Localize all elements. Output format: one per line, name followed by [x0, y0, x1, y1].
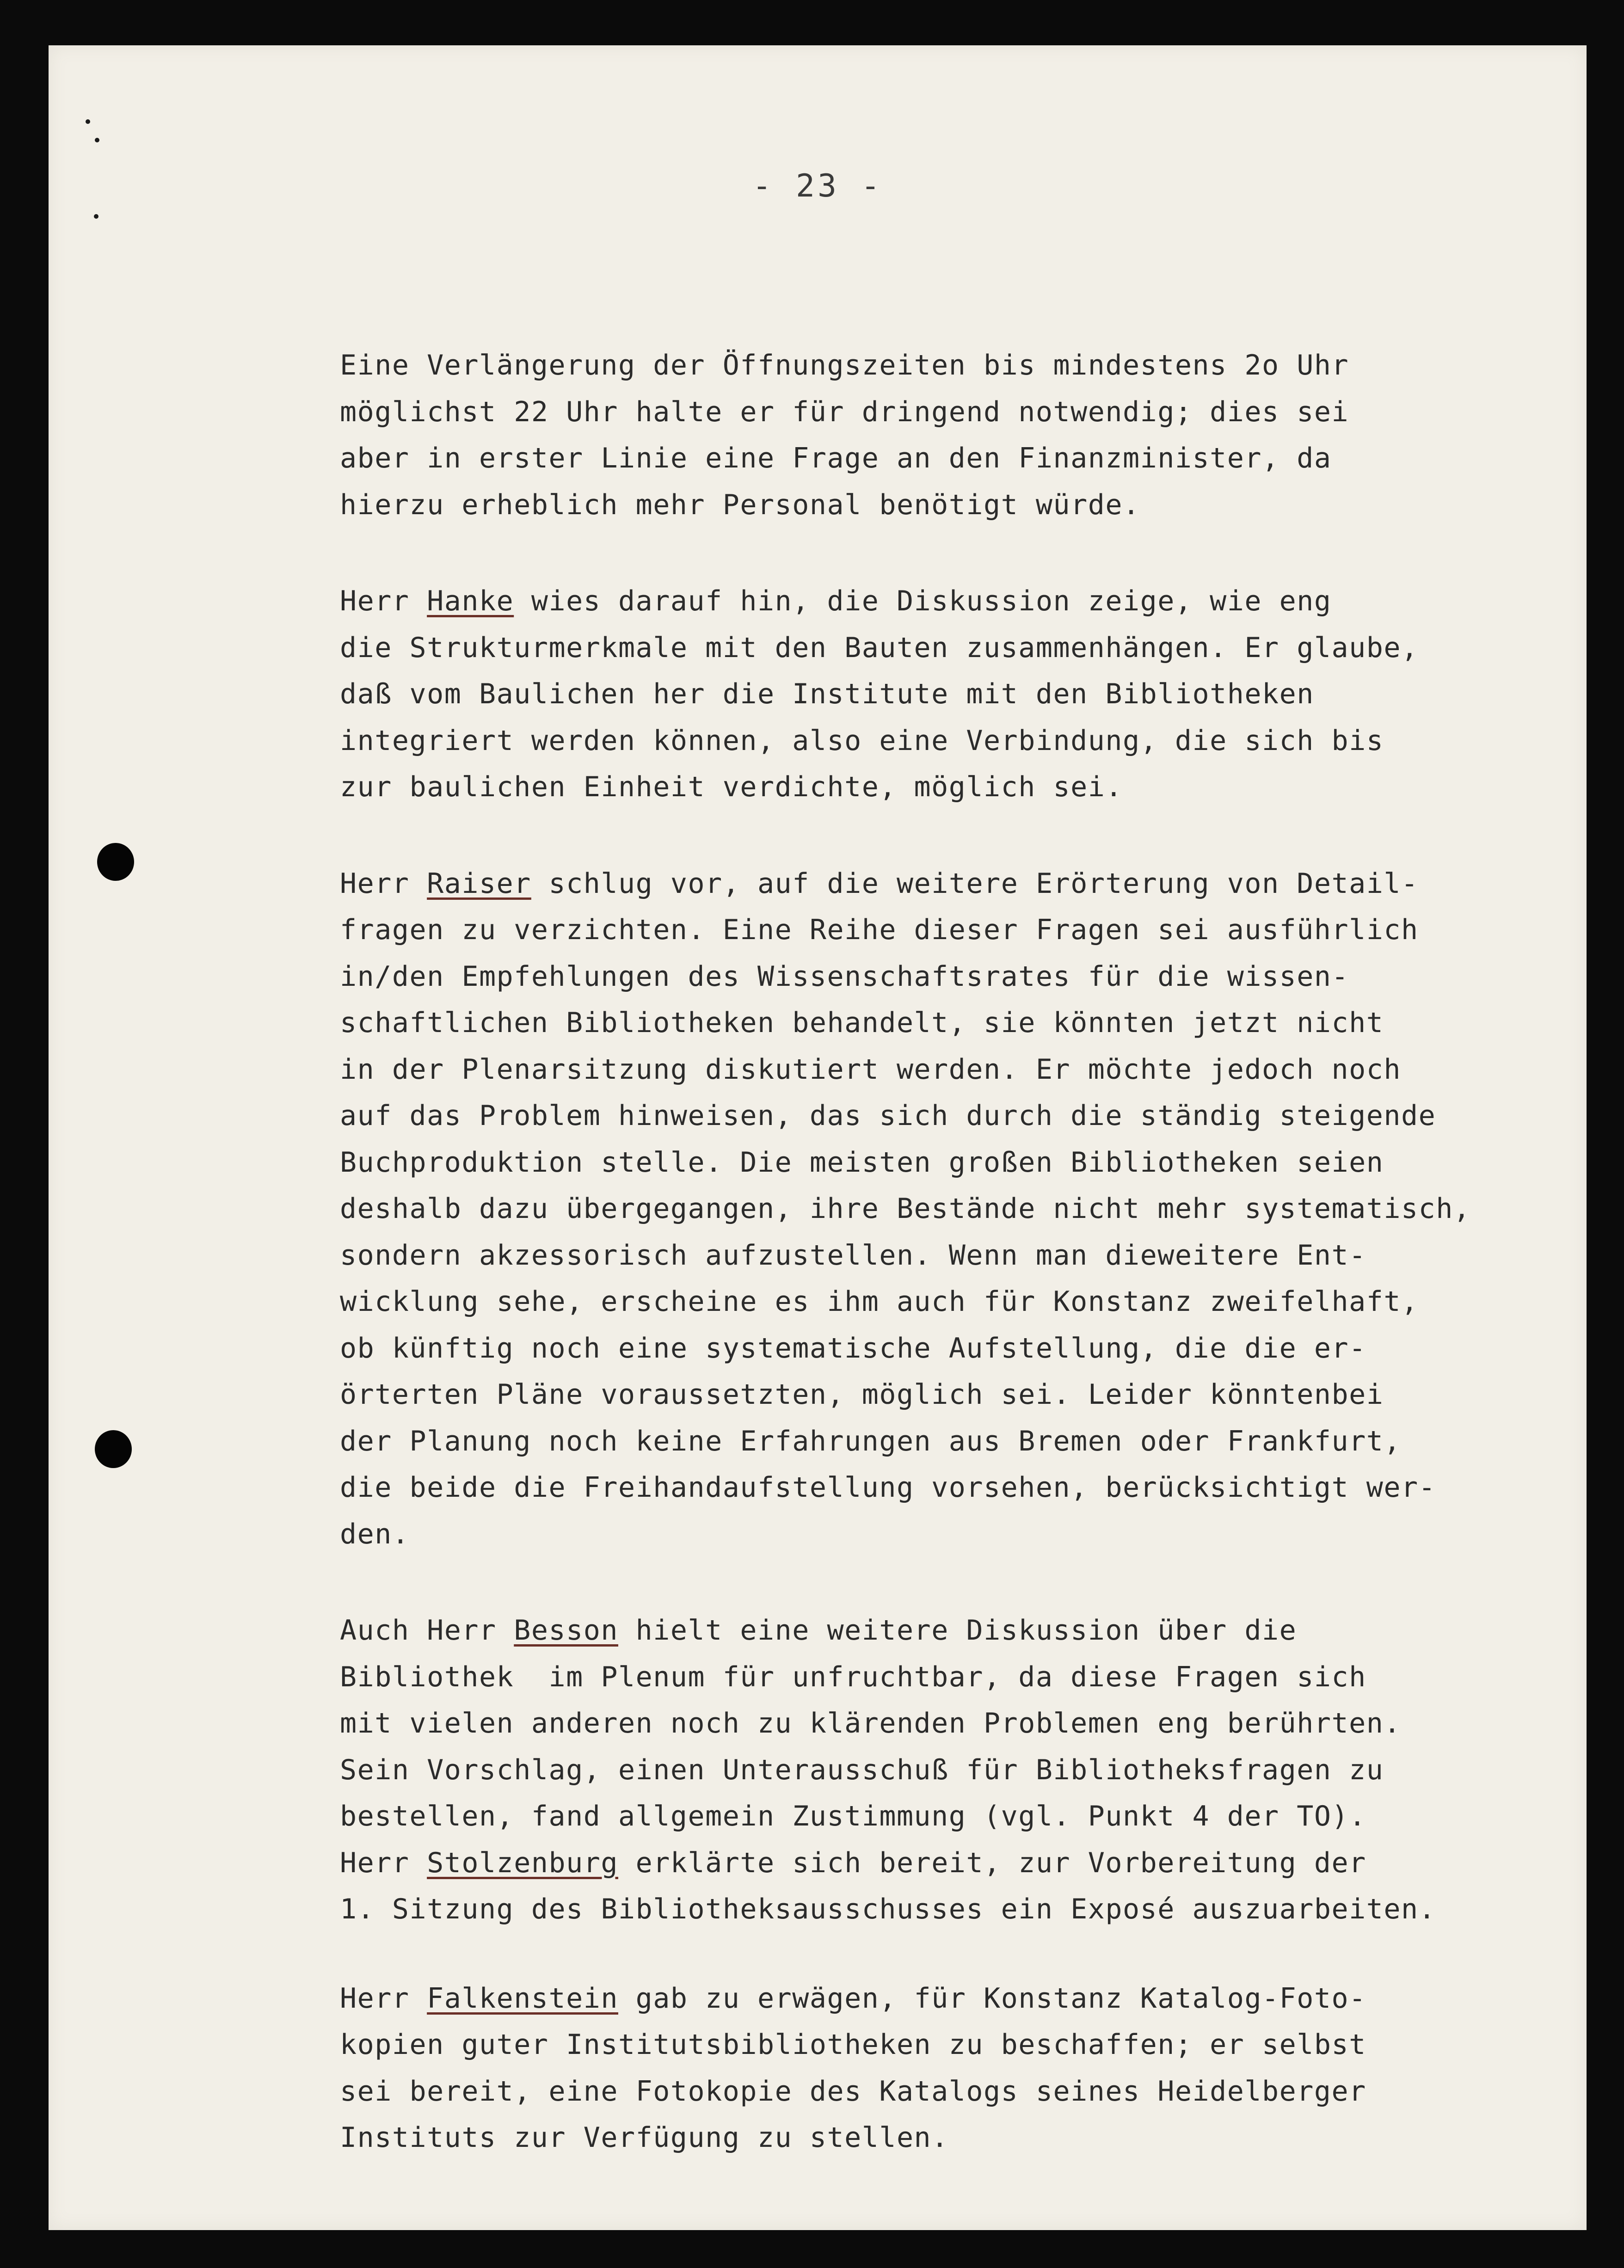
text-line: Sein Vorschlag, einen Unterausschuß für Bibliotheksfragen zu — [340, 1753, 1384, 1786]
line-rest: gab zu erwägen, für Konstanz Katalog-Foto- — [618, 1982, 1366, 2015]
text-line: Buchproduktion stelle. Die meisten großen Bibliotheken seien — [340, 1146, 1384, 1179]
text-line: Eine Verlängerung der Öffnungszeiten bis mindestens 2o Uhr — [340, 349, 1349, 381]
line-rest: erklärte sich bereit, zur Vorbereitung der — [618, 1846, 1366, 1879]
text-line: integriert werden können, also eine Verbindung, die sich bis — [340, 724, 1384, 757]
line-lead: Herr — [340, 585, 427, 617]
text-line: in der Plenarsitzung diskutiert werden. Er möchte jedoch noch — [340, 1053, 1402, 1086]
line-rest: hielt eine weitere Diskussion über die — [618, 1614, 1297, 1647]
punch-hole-top — [97, 843, 134, 881]
text-line: aber in erster Linie eine Frage an den Finanzminister, da — [340, 442, 1332, 474]
text-line: deshalb dazu übergegangen, ihre Bestände nicht mehr systematisch, — [340, 1192, 1471, 1225]
text-line: der Planung noch keine Erfahrungen aus Bremen oder Frankfurt, — [340, 1425, 1402, 1457]
line-lead: Auch Herr — [340, 1614, 514, 1647]
text-line: sei bereit, eine Fotokopie des Katalogs seines Heidelberger — [340, 2075, 1366, 2108]
speck-mark — [86, 119, 90, 124]
speaker-name: Stolzenburg — [427, 1846, 618, 1879]
paragraph-raiser — [340, 860, 1579, 1558]
text-line — [340, 860, 1579, 907]
text-line: ob künftig noch eine systematische Aufstellung, die die er- — [340, 1332, 1366, 1364]
text-line — [340, 1840, 1579, 1887]
text-line: auf das Problem hinweisen, das sich durch die ständig steigende — [340, 1100, 1436, 1132]
text-line — [340, 578, 1579, 625]
speck-mark — [94, 214, 98, 219]
text-line: möglichst 22 Uhr halte er für dringend notwendig; dies sei — [340, 395, 1349, 428]
text-line: die beide die Freihandaufstellung vorsehen, berücksichtigt wer- — [340, 1471, 1436, 1504]
text-line: die Strukturmerkmale mit den Bauten zusammenhängen. Er glaube, — [340, 631, 1419, 664]
punch-hole-bottom — [95, 1430, 132, 1468]
speaker-name: Falkenstein — [427, 1982, 618, 2015]
text-line: 1. Sitzung des Bibliotheksausschusses ein Exposé auszuarbeiten. — [340, 1893, 1436, 1925]
document-body — [340, 342, 1579, 2161]
text-line: örterten Pläne voraussetzten, möglich sei. Leider könntenbei — [340, 1378, 1384, 1411]
text-line: sondern akzessorisch aufzustellen. Wenn man dieweitere Ent- — [340, 1239, 1366, 1272]
speaker-name: Besson — [514, 1614, 618, 1647]
speck-mark — [95, 138, 99, 142]
line-lead: Herr — [340, 1982, 427, 2015]
text-line: Instituts zur Verfügung zu stellen. — [340, 2121, 949, 2154]
speaker-name: Raiser — [427, 867, 531, 900]
text-line: Bibliothek im Plenum für unfruchtbar, da diese Fragen sich — [340, 1660, 1366, 1693]
text-line: mit vielen anderen noch zu klärenden Problemen eng berührten. — [340, 1707, 1402, 1739]
text-line: zur baulichen Einheit verdichte, möglich sei. — [340, 771, 1123, 803]
text-line — [340, 1975, 1579, 2022]
paragraph-opening-hours — [340, 342, 1579, 528]
paragraph-falkenstein — [340, 1975, 1579, 2161]
text-line: schaftlichen Bibliotheken behandelt, sie könnten jetzt nicht — [340, 1007, 1384, 1039]
line-rest: schlug vor, auf die weitere Erörterung von Detail- — [531, 867, 1419, 900]
text-line: den. — [340, 1518, 410, 1550]
text-line: fragen zu verzichten. Eine Reihe dieser Fragen sei ausführlich — [340, 914, 1419, 946]
line-lead: Herr — [340, 867, 427, 900]
page-number: - 23 - — [752, 168, 883, 204]
paragraph-hanke — [340, 578, 1579, 811]
text-line: bestellen, fand allgemein Zustimmung (vgl. Punkt 4 der TO). — [340, 1800, 1366, 1832]
text-line: hierzu erheblich mehr Personal benötigt würde. — [340, 488, 1140, 521]
text-line: kopien guter Institutsbibliotheken zu beschaffen; er selbst — [340, 2028, 1366, 2061]
line-rest: wies darauf hin, die Diskussion zeige, wie eng — [514, 585, 1332, 617]
text-line: daß vom Baulichen her die Institute mit den Bibliotheken — [340, 678, 1314, 710]
text-line — [340, 1607, 1579, 1654]
line-lead: Herr — [340, 1846, 427, 1879]
text-line: in/den Empfehlungen des Wissenschaftsrates für die wissen- — [340, 960, 1349, 993]
speaker-name: Hanke — [427, 585, 514, 617]
paragraph-besson — [340, 1607, 1579, 1933]
text-line: wicklung sehe, erscheine es ihm auch für Konstanz zweifelhaft, — [340, 1285, 1419, 1318]
